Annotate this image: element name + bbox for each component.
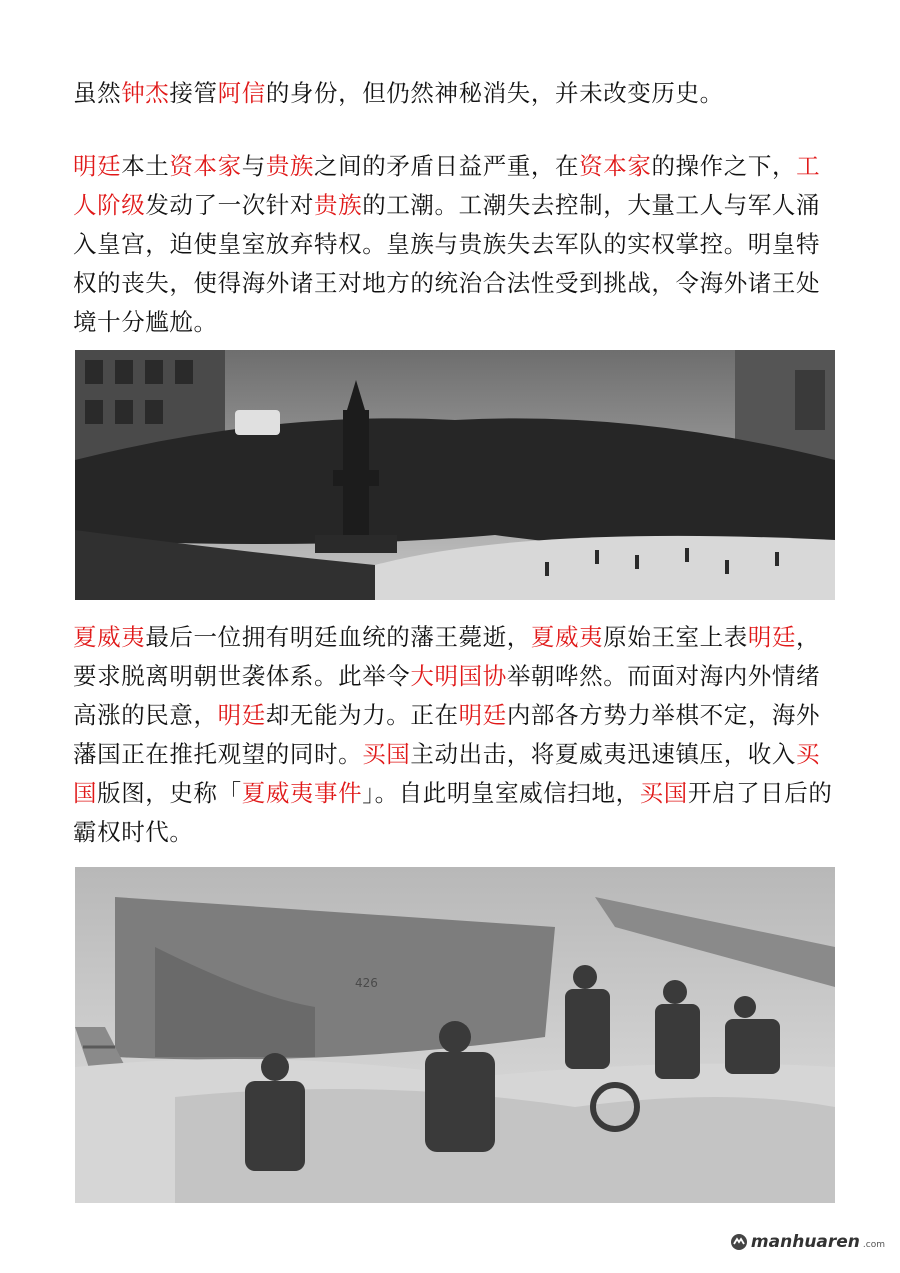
highlighted-term: 贵族 xyxy=(265,152,315,180)
paragraph-3 xyxy=(73,618,843,852)
watermark-logo xyxy=(730,1231,885,1253)
text-segment: 虽然 xyxy=(73,79,122,107)
text-segment: 版图，史称「 xyxy=(97,779,242,807)
watermark-name: manhuaren xyxy=(750,1232,860,1252)
text-segment: 发动了一次针对 xyxy=(145,191,315,219)
text-segment: 本土 xyxy=(121,152,170,180)
highlighted-term: 钟杰 xyxy=(121,79,170,107)
highlighted-term: 资本家 xyxy=(169,152,242,180)
highlighted-term: 买国 xyxy=(639,779,688,807)
crowd-square-photo xyxy=(75,350,835,600)
text-segment: 的身份，但仍然神秘消失，并未改变历史。 xyxy=(265,79,724,107)
text-segment: 开启了日后的霸权时代。 xyxy=(73,779,833,846)
svg-text:426: 426 xyxy=(355,976,378,990)
text-segment: 主动出击，将夏威夷迅速镇压，收入 xyxy=(410,740,797,768)
paragraph-1 xyxy=(73,74,843,113)
text-segment: 内部各方势力举棋不定，海外藩国正在推托观望的同时。 xyxy=(73,701,821,768)
text-segment: 接管 xyxy=(169,79,218,107)
highlighted-term: 夏威夷 xyxy=(530,623,604,651)
highlighted-term: 大明国协 xyxy=(410,662,507,690)
text-segment: 之间的矛盾日益严重，在 xyxy=(314,152,580,180)
text-segment: 」。自此明皇室威信扫地， xyxy=(362,779,640,807)
text-segment: 却无能为力。正在 xyxy=(265,701,459,729)
highlighted-term: 工人阶级 xyxy=(73,152,821,219)
watermark-tld: .com xyxy=(862,1240,885,1250)
highlighted-term: 夏威夷 xyxy=(73,623,146,651)
highlighted-term: 明廷 xyxy=(217,701,266,729)
highlighted-term: 明廷 xyxy=(458,701,507,729)
text-segment: 原始王室上表 xyxy=(603,623,748,651)
highlighted-term: 买国 xyxy=(73,740,821,807)
text-segment: ，要求脱离明朝世袭体系。此举令 xyxy=(73,623,821,690)
text-segment: 与 xyxy=(241,152,266,180)
highlighted-term: 贵族 xyxy=(314,191,363,219)
soldiers-landing-photo xyxy=(75,867,835,1203)
highlighted-term: 阿信 xyxy=(217,79,266,107)
highlighted-term: 买国 xyxy=(362,740,411,768)
highlighted-term: 明廷 xyxy=(747,623,797,651)
highlighted-term: 明廷 xyxy=(73,152,122,180)
text-segment: 举朝哗然。而面对海内外情绪高涨的民意， xyxy=(73,662,821,729)
text-segment: 的工潮。工潮失去控制，大量工人与军人涌入皇宫，迫使皇室放弃特权。皇族与贵族失去军队的实权掌控。明皇特权的丧失，使得海外诸王对地方的统治合法性受到挑战，令海外诸王处境十分尴尬。 xyxy=(73,191,821,336)
manhuaren-logo-icon xyxy=(730,1233,748,1251)
text-segment: 的操作之下， xyxy=(651,152,797,180)
paragraph-2 xyxy=(73,147,843,342)
highlighted-term: 资本家 xyxy=(579,152,652,180)
text-segment: 最后一位拥有明廷血统的藩王薨逝， xyxy=(145,623,531,651)
highlighted-term: 夏威夷事件 xyxy=(241,779,363,807)
